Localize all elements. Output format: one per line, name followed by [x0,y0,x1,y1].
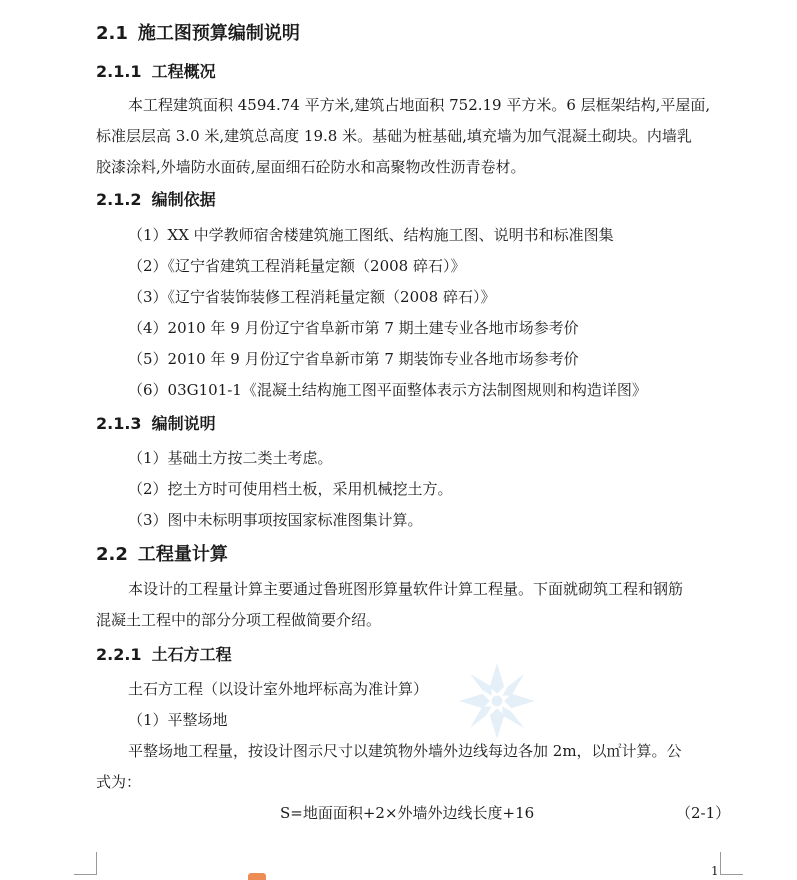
section-2-1-1-heading [96,61,216,83]
paragraph-line: 本工程建筑面积 4594.74 平方米,建筑占地面积 752.19 平方米。6 层框架结构,平屋面, [128,96,711,114]
accent-mark [248,873,266,880]
section-2-2-1-heading [96,644,232,666]
formula: S=地面面积+2×外墙外边线长度+16 [280,804,535,822]
paragraph-line: 本设计的工程量计算主要通过鲁班图形算量软件计算工程量。下面就砌筑工程和钢筋 [128,580,684,598]
list-item: （5）2010 年 9 月份辽宁省阜新市第 7 期装饰专业各地市场参考价 [128,350,579,368]
list-item: （2）《辽宁省建筑工程消耗量定额（2008 碎石）》 [128,257,466,275]
section-title: 编制依据 [151,190,216,209]
section-title: 土石方工程 [151,645,232,664]
paragraph-line: 平整场地工程量，按设计图示尺寸以建筑物外墙外边线每边各加 2m，以㎡计算。公 [128,742,682,760]
formula-number: （2-1） [676,804,731,822]
list-item: （2）挖土方时可使用档土板，采用机械挖土方。 [128,480,453,498]
page-corner-mark-left [74,852,97,875]
list-item: （3）图中未标明事项按国家标准图集计算。 [128,511,423,529]
paragraph-line: 标准层层高 3.0 米,建筑总高度 19.8 米。基础为桩基础,填充墙为加气混凝土砌块。内墙乳 [96,127,692,145]
page-number: 1 [711,864,719,878]
section-number: 2.2.1 [96,645,142,664]
section-number: 2.1.2 [96,190,142,209]
list-item: （4）2010 年 9 月份辽宁省阜新市第 7 期土建专业各地市场参考价 [128,319,579,337]
list-item: （1）平整场地 [128,711,228,729]
watermark-logo-icon [452,656,542,746]
paragraph-line: 土石方工程（以设计室外地坪标高为准计算） [128,680,429,698]
section-2-1-heading [96,22,300,46]
paragraph-line: 式为： [96,773,142,791]
section-number: 2.1.1 [96,62,142,81]
section-number: 2.1.3 [96,414,142,433]
list-item: （6）03G101-1《混凝土结构施工图平面整体表示方法制图规则和构造详图》 [128,381,647,399]
list-item: （1）XX 中学教师宿舍楼建筑施工图纸、结构施工图、说明书和标准图集 [128,226,614,244]
section-number: 2.2 [96,544,128,565]
section-title: 施工图预算编制说明 [137,23,300,44]
list-item: （3）《辽宁省装饰装修工程消耗量定额（2008 碎石）》 [128,288,496,306]
list-item: （1）基础土方按二类土考虑。 [128,449,333,467]
section-number: 2.1 [96,23,128,44]
paragraph-line: 胶漆涂料,外墙防水面砖,屋面细石砼防水和高聚物改性沥青卷材。 [96,158,526,176]
section-title: 工程量计算 [137,544,228,565]
section-2-1-3-heading [96,413,216,435]
section-title: 编制说明 [151,414,216,433]
section-2-2-heading [96,543,228,567]
paragraph-line: 混凝土工程中的部分分项工程做简要介绍。 [96,611,382,629]
section-2-1-2-heading [96,189,216,211]
page-corner-mark-right [720,852,743,875]
section-title: 工程概况 [151,62,216,81]
